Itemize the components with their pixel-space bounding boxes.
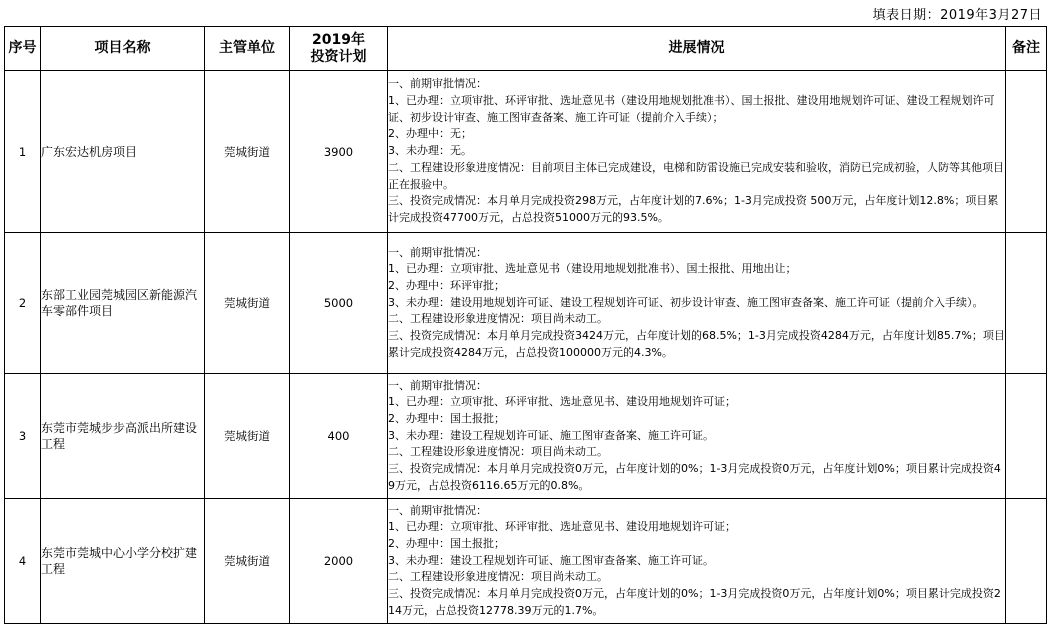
progress-line: 1、已办理：立项审批、环评审批、选址意见书、建设用地规划许可证； [388, 395, 736, 409]
table-row [5, 374, 1047, 499]
row-department: 莞城街道 [205, 499, 290, 624]
progress-line: 一、前期审批情况： [388, 378, 487, 392]
progress-line: 一、前期审批情况： [388, 503, 487, 517]
row-remark [1006, 499, 1047, 624]
row-seq: 2 [5, 233, 41, 374]
progress-line: 三、投资完成情况：本月单月完成投资0万元，占年度计划的0%；1-3月完成投资0万元，占年度计划0%；项目累计完成投资49万元，占总投资6116.65万元的0.8%。 [388, 462, 1001, 492]
header-investment-label: 2019年投资计划 [310, 31, 367, 65]
row-project-name: 东部工业园莞城园区新能源汽车零部件项目 [41, 233, 205, 374]
row-remark [1006, 374, 1047, 499]
header-investment [290, 27, 388, 71]
progress-line: 1、已办理：立项审批、选址意见书（建设用地规划批准书）、国土报批、用地出让； [388, 262, 797, 276]
progress-line: 2、办理中：无； [388, 127, 472, 141]
progress-line: 2、办理中：国土报批； [388, 411, 505, 425]
fill-date: 填表日期：2019年3月27日 [872, 8, 1042, 23]
row-project-name: 广东宏达机房项目 [41, 71, 205, 233]
header-seq: 序号 [5, 27, 41, 71]
row-investment: 400 [290, 374, 388, 499]
header-remark: 备注 [1006, 27, 1047, 71]
row-investment: 2000 [290, 499, 388, 624]
progress-line: 一、前期审批情况： [388, 77, 487, 91]
progress-line: 二、工程建设形象进度情况：项目尚未动工。 [388, 445, 608, 459]
project-progress-table [4, 26, 1047, 624]
row-seq: 3 [5, 374, 41, 499]
progress-line: 一、前期审批情况： [388, 245, 487, 259]
row-progress [388, 71, 1006, 233]
row-progress [388, 233, 1006, 374]
header-department: 主管单位 [205, 27, 290, 71]
progress-line: 2、办理中：国土报批； [388, 536, 505, 550]
row-remark [1006, 71, 1047, 233]
row-project-name: 东莞市莞城步步高派出所建设工程 [41, 374, 205, 499]
row-seq: 1 [5, 71, 41, 233]
progress-line: 二、工程建设形象进度情况：目前项目主体已完成建设，电梯和防雷设施已完成安装和验收，消防已完成初验，人防等其他项目正在报验中。 [388, 160, 1004, 191]
row-investment: 5000 [290, 233, 388, 374]
row-progress [388, 499, 1006, 624]
progress-line: 三、投资完成情况：本月单月完成投资3424万元，占年度计划的68.5%；1-3月完成投资4284万元，占年度计划85.7%；项目累计完成投资4284万元，占总投资100000万元的4.3%。 [388, 329, 1005, 359]
progress-line: 三、投资完成情况：本月单月完成投资298万元，占年度计划的7.6%；1-3月完成投资 500万元，占年度计划12.8%；项目累计完成投资47700万元，占总投资51000万元的93.5%。 [388, 194, 999, 224]
row-department: 莞城街道 [205, 233, 290, 374]
row-department: 莞城街道 [205, 374, 290, 499]
header-project-name: 项目名称 [41, 27, 205, 71]
row-remark [1006, 233, 1047, 374]
row-investment: 3900 [290, 71, 388, 233]
row-seq: 4 [5, 499, 41, 624]
row-progress [388, 374, 1006, 499]
header-progress: 进展情况 [388, 27, 1006, 71]
progress-line: 1、已办理：立项审批、环评审批、选址意见书、建设用地规划许可证； [388, 520, 736, 534]
table-row [5, 233, 1047, 374]
table-row [5, 71, 1047, 233]
row-project-name: 东莞市莞城中心小学分校扩建工程 [41, 499, 205, 624]
progress-line: 3、未办理：无。 [388, 144, 472, 158]
table-header-row [5, 27, 1047, 71]
progress-line: 二、工程建设形象进度情况：项目尚未动工。 [388, 312, 608, 326]
progress-line: 二、工程建设形象进度情况：项目尚未动工。 [388, 570, 608, 584]
progress-line: 3、未办理：建设工程规划许可证、施工图审查备案、施工许可证。 [388, 428, 714, 442]
progress-line: 三、投资完成情况：本月单月完成投资0万元，占年度计划的0%；1-3月完成投资0万元，占年度计划0%；项目累计完成投资214万元，占总投资12778.39万元的1.7%。 [388, 587, 1001, 617]
progress-line: 3、未办理：建设工程规划许可证、施工图审查备案、施工许可证。 [388, 553, 714, 567]
progress-line: 3、未办理：建设用地规划许可证、建设工程规划许可证、初步设计审查、施工图审查备案、施工许可证（提前介入手续）。 [388, 295, 984, 309]
table-row [5, 499, 1047, 624]
progress-line: 2、办理中：环评审批； [388, 278, 505, 292]
row-department: 莞城街道 [205, 71, 290, 233]
progress-line: 1、已办理：立项审批、环评审批、选址意见书（建设用地规划批准书）、国土报批、建设用地规划许可证、建设工程规划许可证、初步设计审查、施工图审查备案、施工许可证（提前介入手续）； [388, 94, 995, 124]
